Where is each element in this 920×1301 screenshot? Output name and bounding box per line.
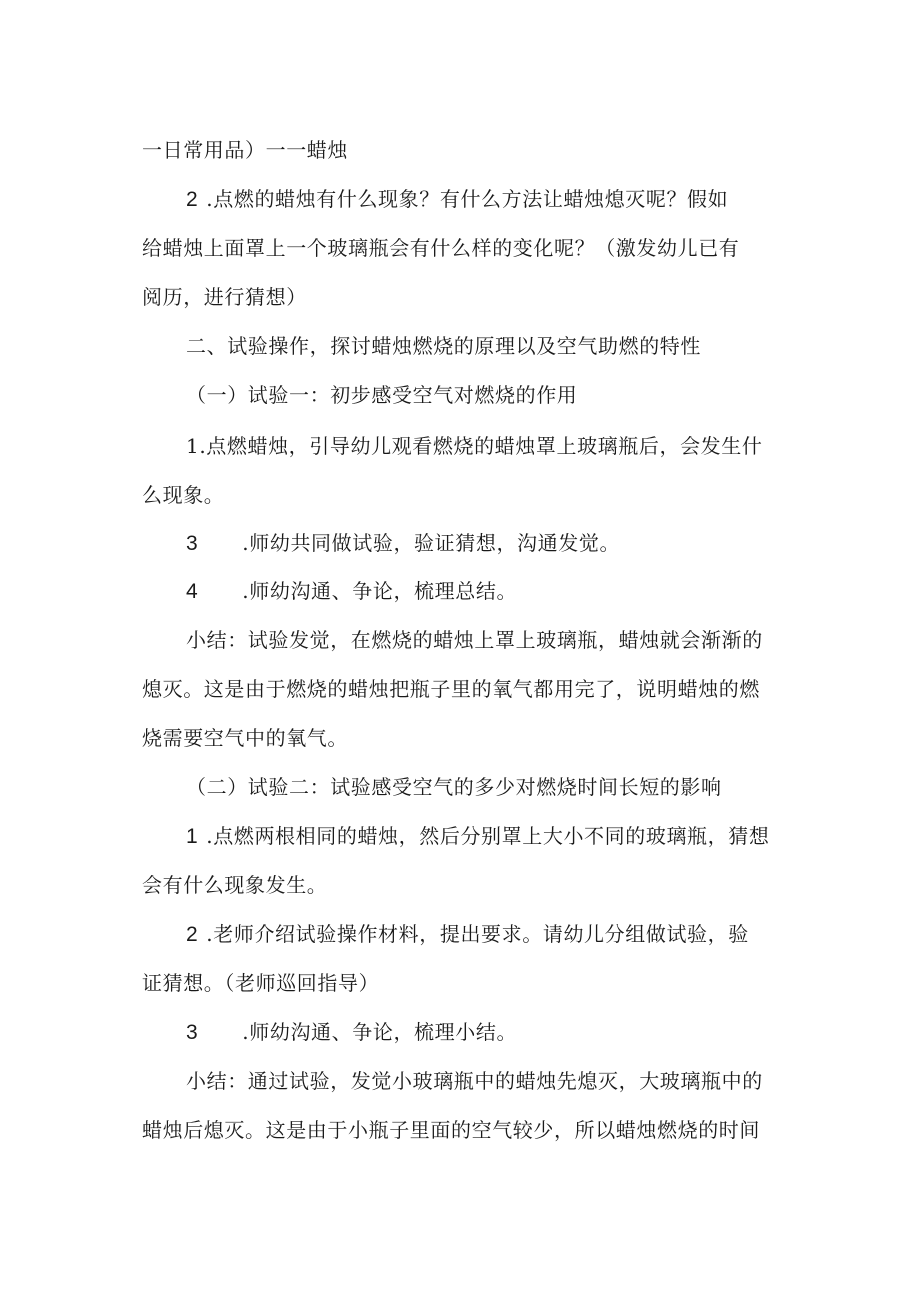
line-text: （二）试验二：试验感受空气的多少对燃烧时间长短的影响: [186, 775, 722, 799]
line-text: 么现象。: [142, 483, 225, 507]
text-line: [186, 1019, 920, 1046]
text-line: [142, 284, 920, 310]
line-text: 1.点燃蜡烛，引导幼儿观看燃烧的蜡烛罩上玻璃瓶后，会发生什: [186, 434, 763, 458]
line-text: 二、试验操作，探讨蜡烛燃烧的原理以及空气助燃的特性: [186, 334, 701, 358]
line-text: 给蜡烛上面罩上一个玻璃瓶会有什么样的变化呢？（激发幼儿已有: [142, 236, 740, 260]
line-text: .师幼沟通、争论，梳理总结。: [242, 579, 518, 603]
subsection-heading: [186, 382, 920, 408]
text-line: [142, 137, 920, 163]
line-text: .点燃两根相同的蜡烛，然后分别罩上大小不同的玻璃瓶，猜想: [206, 824, 770, 848]
subsection-heading: [186, 774, 920, 800]
text-line: [142, 482, 920, 508]
line-text: 证猜想。（老师巡回指导）: [142, 971, 380, 995]
line-text: .点燃的蜡烛有什么现象？有什么方法让蜡烛熄灭呢？假如: [206, 187, 729, 211]
list-number: 4: [186, 580, 199, 603]
line-text: （一）试验一：初步感受空气对燃烧的作用: [186, 383, 578, 407]
text-line: [142, 725, 920, 751]
list-number: 3: [186, 532, 199, 555]
line-text: 小结：通过试验，发觉小玻璃瓶中的蜡烛先熄灭，大玻璃瓶中的: [186, 1069, 763, 1093]
text-line: [186, 433, 920, 459]
section-heading: [186, 333, 920, 359]
line-text: 一日常用品）一一蜡烛: [142, 138, 348, 162]
text-line: [142, 1117, 920, 1143]
line-text: 烧需要空气中的氧气。: [142, 726, 348, 750]
list-number: 1: [186, 825, 199, 848]
text-line: [142, 235, 920, 261]
text-line: [186, 1068, 920, 1094]
line-text: 阅历，进行猜想）: [142, 285, 307, 309]
list-number: 2: [186, 188, 199, 211]
text-line: [142, 676, 920, 702]
list-number: 2: [186, 923, 199, 946]
line-text: .师幼共同做试验，验证猜想，沟通发觉。: [242, 531, 621, 555]
list-number: 3: [186, 1021, 199, 1044]
text-line: [186, 823, 920, 850]
line-text: .师幼沟通、争论，梳理小结。: [242, 1020, 518, 1044]
text-line: [142, 872, 920, 898]
line-text: .老师介绍试验操作材料，提出要求。请幼儿分组做试验，验: [206, 922, 749, 946]
text-line: [186, 578, 920, 605]
text-line: [142, 970, 920, 996]
line-text: 小结：试验发觉，在燃烧的蜡烛上罩上玻璃瓶，蜡烛就会渐渐的: [186, 628, 763, 652]
line-text: 会有什么现象发生。: [142, 873, 328, 897]
text-line: [186, 921, 920, 948]
text-line: [186, 627, 920, 653]
line-text: 蜡烛后熄灭。这是由于小瓶子里面的空气较少，所以蜡烛燃烧的时间: [142, 1118, 760, 1142]
text-line: [186, 186, 920, 213]
line-text: 熄灭。这是由于燃烧的蜡烛把瓶子里的氧气都用完了，说明蜡烛的燃: [142, 677, 760, 701]
text-line: [186, 530, 920, 557]
